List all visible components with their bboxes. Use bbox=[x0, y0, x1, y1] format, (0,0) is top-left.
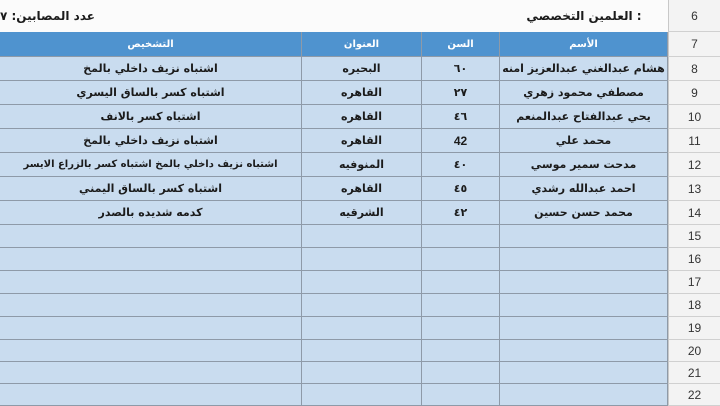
row-number[interactable]: 7 bbox=[668, 32, 720, 57]
row-number[interactable]: 15 bbox=[668, 225, 720, 248]
table-row-empty bbox=[0, 362, 720, 384]
header-age[interactable]: السن bbox=[422, 32, 500, 57]
empty-cell[interactable] bbox=[500, 271, 668, 294]
table-row-empty bbox=[0, 294, 720, 317]
header-diagnosis[interactable]: التشخيص bbox=[0, 32, 302, 57]
department-cell[interactable] bbox=[500, 0, 668, 32]
diagnosis-cell[interactable]: اشتباه نزيف داخلي بالمخ bbox=[0, 129, 302, 153]
name-cell[interactable]: محمد حسن حسين bbox=[500, 201, 668, 225]
address-cell[interactable]: القاهره bbox=[302, 81, 422, 105]
address-cell[interactable]: الشرقيه bbox=[302, 201, 422, 225]
name-cell[interactable]: هشام عبدالغني عبدالعزيز امنه bbox=[500, 57, 668, 81]
empty-cell[interactable] bbox=[500, 294, 668, 317]
empty-cell[interactable] bbox=[422, 362, 500, 384]
diagnosis-cell[interactable]: اشتباه نزيف داخلي بالمخ اشتباه كسر بالزراع الايسر bbox=[0, 153, 302, 177]
empty-cell[interactable] bbox=[0, 384, 302, 406]
table-row bbox=[0, 153, 720, 177]
empty-cell[interactable] bbox=[422, 340, 500, 362]
table-row-empty bbox=[0, 248, 720, 271]
empty-cell[interactable] bbox=[302, 317, 422, 340]
table-row-empty bbox=[0, 225, 720, 248]
table-row bbox=[0, 177, 720, 201]
empty-cell[interactable] bbox=[0, 248, 302, 271]
age-cell[interactable]: ٤٦ bbox=[422, 105, 500, 129]
empty-cell[interactable] bbox=[0, 294, 302, 317]
diagnosis-cell[interactable]: اشتباه كسر بالانف bbox=[0, 105, 302, 129]
empty-cell[interactable] bbox=[422, 294, 500, 317]
address-cell[interactable]: القاهره bbox=[302, 105, 422, 129]
row-number[interactable]: 13 bbox=[668, 177, 720, 201]
age-cell[interactable]: ٢٧ bbox=[422, 81, 500, 105]
row-number[interactable]: 11 bbox=[668, 129, 720, 153]
diagnosis-cell[interactable]: اشتباه نزيف داخلي بالمخ bbox=[0, 57, 302, 81]
empty-cell[interactable] bbox=[302, 225, 422, 248]
empty-cell[interactable] bbox=[422, 225, 500, 248]
empty-cell[interactable] bbox=[302, 248, 422, 271]
table-row bbox=[0, 57, 720, 81]
empty-cell[interactable] bbox=[422, 271, 500, 294]
table-row bbox=[0, 105, 720, 129]
address-cell[interactable]: القاهره bbox=[302, 129, 422, 153]
empty-cell[interactable] bbox=[500, 248, 668, 271]
name-cell[interactable]: مدحت سمير موسي bbox=[500, 153, 668, 177]
address-cell[interactable]: المنوفيه bbox=[302, 153, 422, 177]
name-cell[interactable]: احمد عبدالله رشدي bbox=[500, 177, 668, 201]
empty-cell[interactable] bbox=[0, 362, 302, 384]
empty-cell[interactable] bbox=[422, 384, 500, 406]
title-row bbox=[0, 0, 720, 32]
table-row bbox=[0, 81, 720, 105]
empty-cell[interactable] bbox=[0, 225, 302, 248]
table-row-empty bbox=[0, 340, 720, 362]
name-cell[interactable]: يحي عبدالفتاح عبدالمنعم bbox=[500, 105, 668, 129]
diagnosis-cell[interactable]: اشتباه كسر بالساق اليسري bbox=[0, 81, 302, 105]
row-number[interactable]: 14 bbox=[668, 201, 720, 225]
empty-cell[interactable] bbox=[302, 340, 422, 362]
row-number[interactable]: 21 bbox=[668, 362, 720, 384]
empty-cell[interactable] bbox=[500, 384, 668, 406]
table-row bbox=[0, 201, 720, 225]
injured-count-label: عدد المصابين: ٧ bbox=[0, 9, 95, 23]
age-cell[interactable]: ٤٥ bbox=[422, 177, 500, 201]
address-cell[interactable]: البحيره bbox=[302, 57, 422, 81]
empty-cell[interactable] bbox=[0, 271, 302, 294]
empty-cell[interactable] bbox=[0, 340, 302, 362]
empty-cell[interactable] bbox=[500, 225, 668, 248]
empty-cell[interactable] bbox=[302, 384, 422, 406]
empty-cell[interactable] bbox=[422, 317, 500, 340]
row-number[interactable]: 19 bbox=[668, 317, 720, 340]
age-cell[interactable]: ٦٠ bbox=[422, 57, 500, 81]
address-cell[interactable]: القاهره bbox=[302, 177, 422, 201]
empty-cell[interactable] bbox=[0, 317, 302, 340]
table-row-empty bbox=[0, 271, 720, 294]
empty-cell[interactable] bbox=[302, 362, 422, 384]
empty-cell[interactable] bbox=[500, 362, 668, 384]
age-cell[interactable]: ٤٠ bbox=[422, 153, 500, 177]
row-number[interactable]: 12 bbox=[668, 153, 720, 177]
header-row bbox=[0, 32, 720, 57]
row-number[interactable]: 17 bbox=[668, 271, 720, 294]
table-row bbox=[0, 129, 720, 153]
name-cell[interactable]: مصطفي محمود زهري bbox=[500, 81, 668, 105]
row-number[interactable]: 22 bbox=[668, 384, 720, 406]
table-row-empty bbox=[0, 317, 720, 340]
row-number[interactable]: 10 bbox=[668, 105, 720, 129]
header-name[interactable]: الأسم bbox=[500, 32, 668, 57]
empty-cell[interactable] bbox=[302, 294, 422, 317]
empty-cell[interactable] bbox=[500, 317, 668, 340]
row-number[interactable]: 8 bbox=[668, 57, 720, 81]
row-number[interactable]: 18 bbox=[668, 294, 720, 317]
empty-cell[interactable] bbox=[422, 248, 500, 271]
diagnosis-cell[interactable]: اشتباه كسر بالساق اليمني bbox=[0, 177, 302, 201]
department-label: : العلمين التخصصي bbox=[526, 9, 642, 23]
row-number[interactable]: 16 bbox=[668, 248, 720, 271]
header-address[interactable]: العنوان bbox=[302, 32, 422, 57]
empty-cell[interactable] bbox=[500, 340, 668, 362]
table-row-empty bbox=[0, 384, 720, 406]
row-number[interactable]: 9 bbox=[668, 81, 720, 105]
injured-count-cell[interactable] bbox=[0, 0, 302, 32]
name-cell[interactable]: محمد علي bbox=[500, 129, 668, 153]
diagnosis-cell[interactable]: كدمه شديده بالصدر bbox=[0, 201, 302, 225]
empty-cell[interactable] bbox=[302, 271, 422, 294]
row-number[interactable]: 6 bbox=[668, 0, 720, 32]
age-cell[interactable]: 42 bbox=[422, 129, 500, 153]
row-number[interactable]: 20 bbox=[668, 340, 720, 362]
age-cell[interactable]: ٤٢ bbox=[422, 201, 500, 225]
